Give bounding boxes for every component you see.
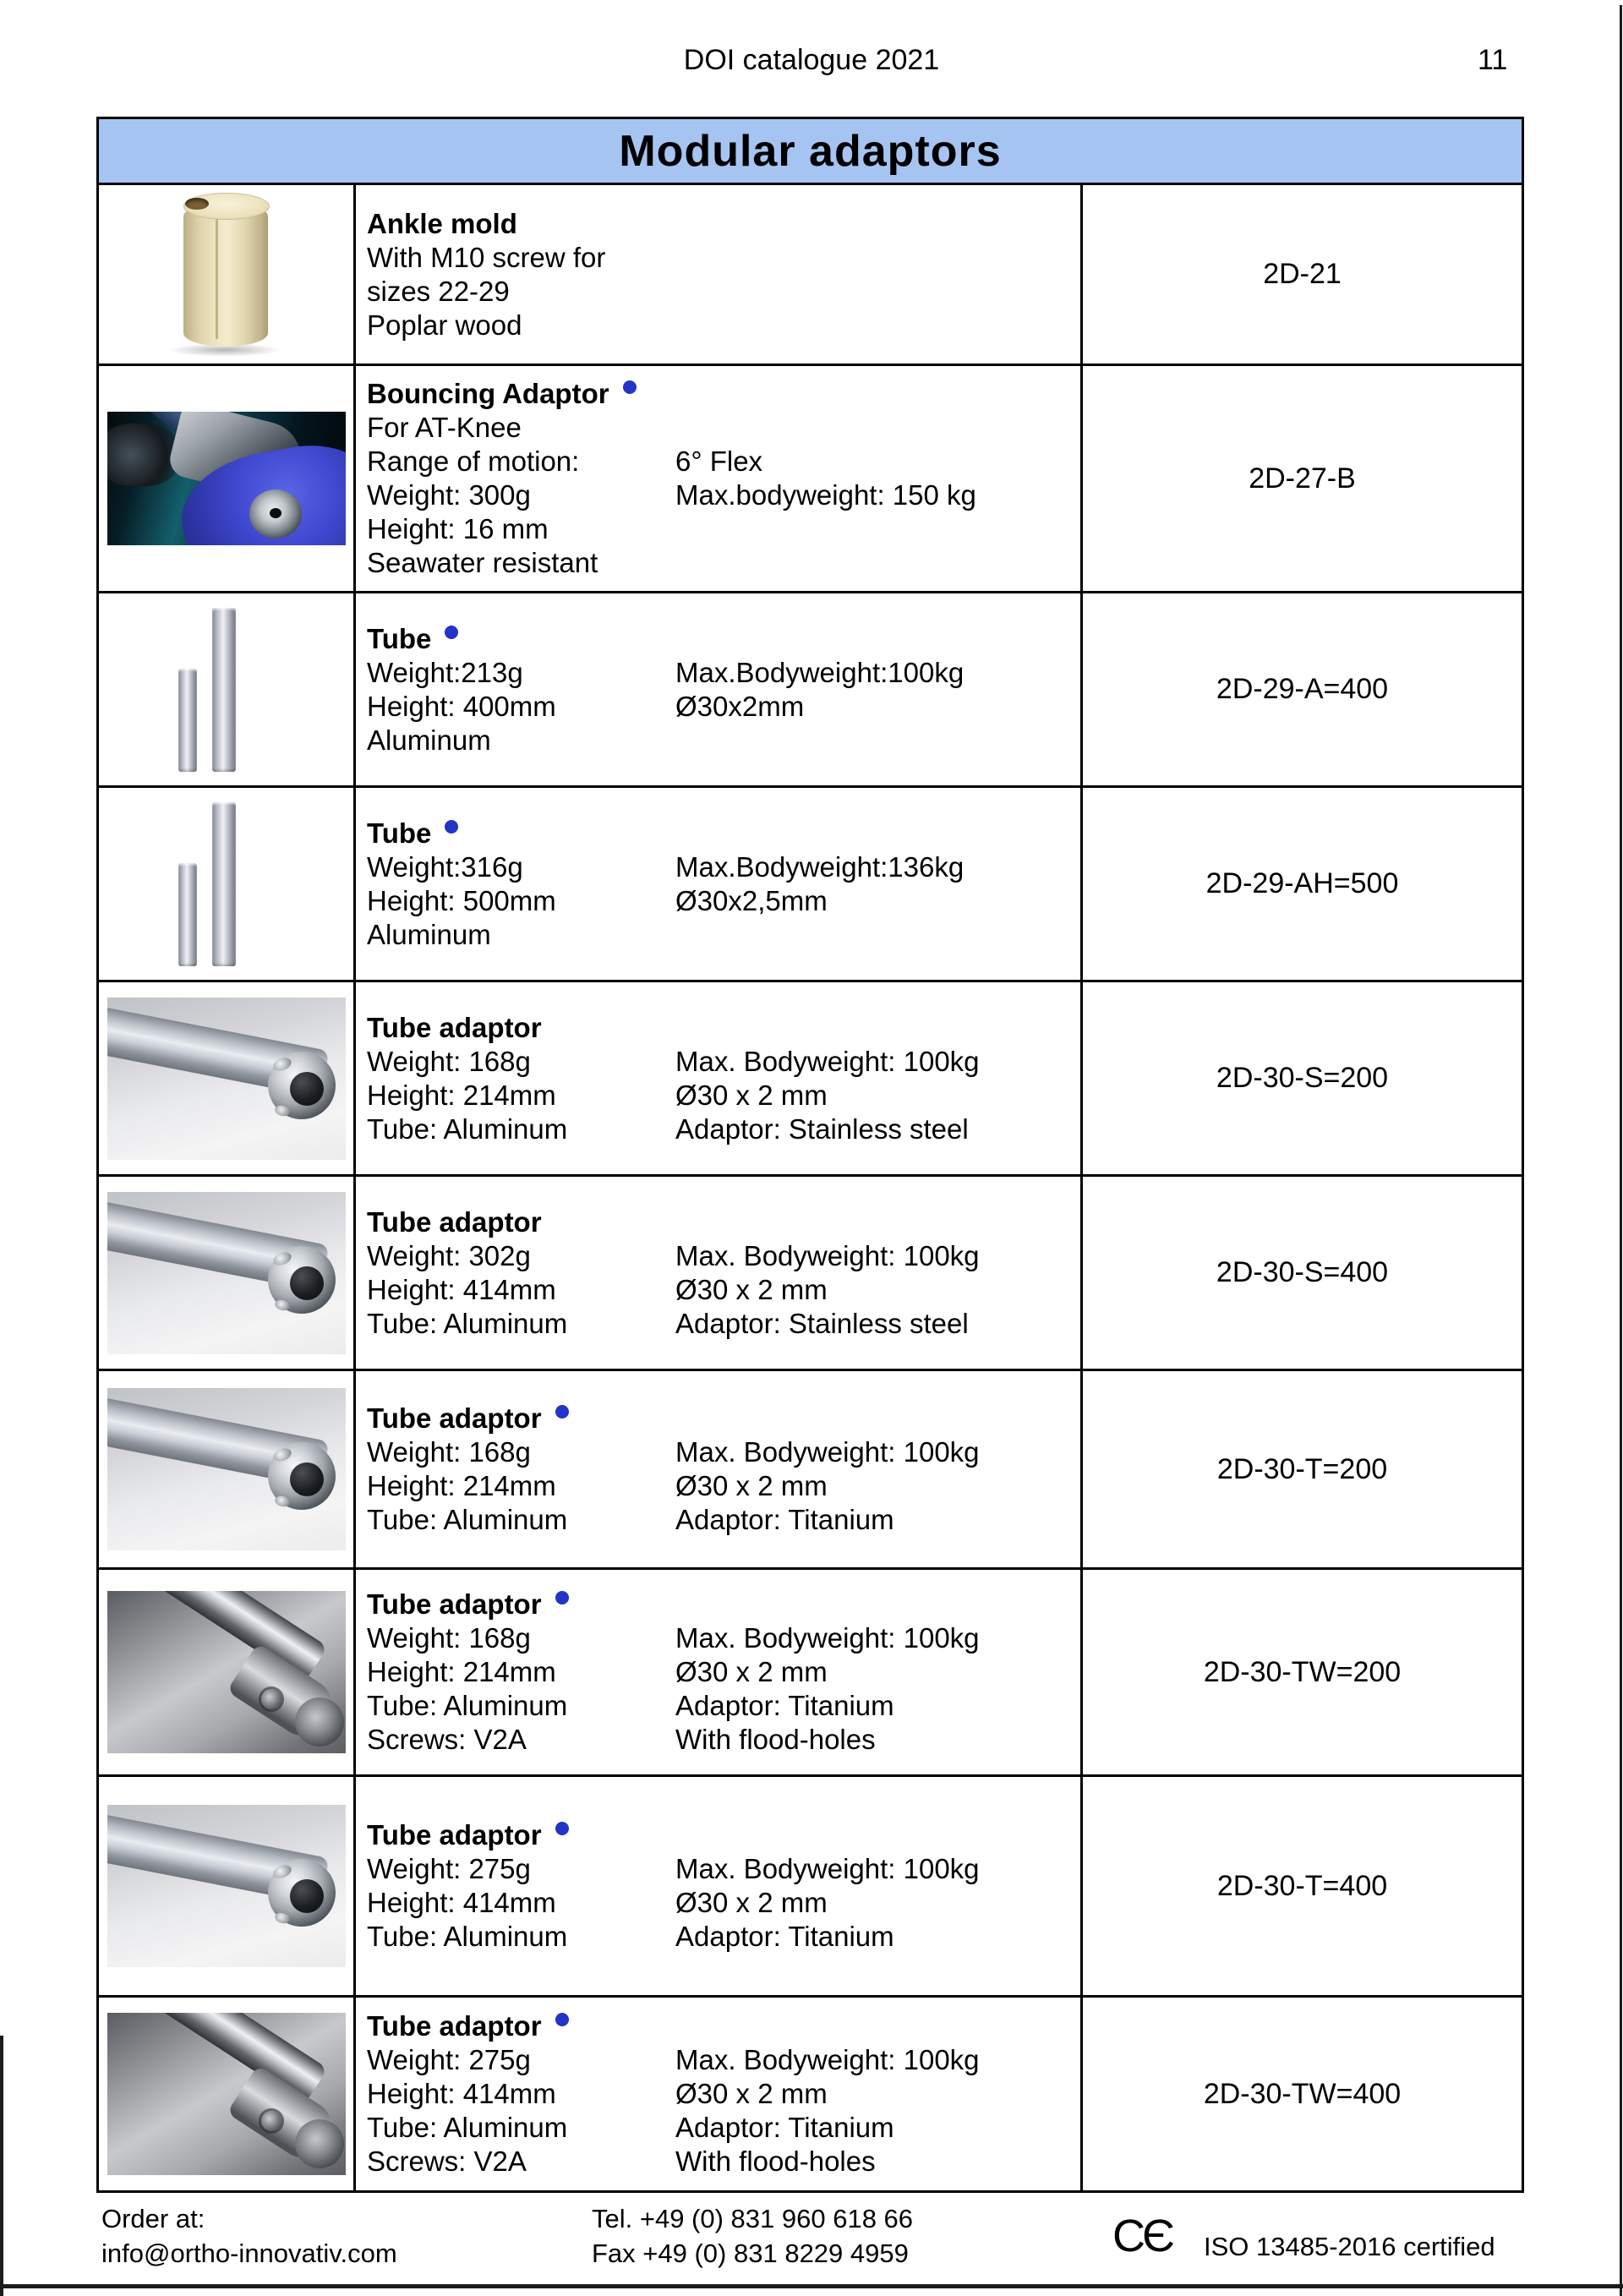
blue-dot-icon	[445, 626, 458, 639]
spec-right: Max. Bodyweight: 100kg	[675, 2044, 980, 2075]
spec-left: Tube: Aluminum	[367, 1921, 568, 1952]
product-photo-tube-adaptor-dark	[107, 1591, 346, 1753]
spec-right: Adaptor: Titanium	[675, 1690, 894, 1721]
order-label: Order at:	[101, 2204, 205, 2233]
spec-left: Tube: Aluminum	[367, 2112, 568, 2143]
fax-number: Fax +49 (0) 831 8229 4959	[592, 2239, 909, 2268]
spec-left: Poplar wood	[367, 309, 522, 341]
table-row	[99, 1570, 1522, 1777]
spec-line	[367, 1886, 1080, 1920]
page-left-border	[0, 2036, 3, 2296]
spec-left: Range of motion:	[367, 446, 580, 477]
product-code: 2D-21	[1263, 258, 1342, 290]
spec-left: Height: 500mm	[367, 884, 556, 916]
spec-right: Ø30 x 2 mm	[675, 1887, 828, 1918]
order-email: info@ortho-innovativ.com	[101, 2239, 397, 2268]
spec-left: Weight: 168g	[367, 1045, 531, 1077]
spec-left: Tube: Aluminum	[367, 1690, 568, 1721]
blue-dot-icon	[555, 2013, 569, 2026]
spec-left: For AT-Knee	[367, 412, 522, 443]
product-code: 2D-30-TW=400	[1203, 2077, 1402, 2110]
product-image-cell	[99, 1998, 356, 2190]
blue-dot-icon	[555, 1591, 569, 1604]
blue-dot-icon	[555, 1405, 569, 1419]
product-description-cell	[356, 1777, 1083, 1995]
spec-left: Weight: 300g	[367, 479, 531, 511]
table-row	[99, 982, 1522, 1177]
product-description-cell	[356, 185, 1083, 364]
product-code-cell	[1083, 366, 1522, 591]
product-code: 2D-30-T=200	[1216, 1452, 1388, 1485]
spec-line	[367, 478, 1080, 512]
spec-left: With M10 screw for sizes 22-29	[367, 241, 606, 307]
spec-line	[367, 1307, 1080, 1341]
spec-line	[367, 1239, 1080, 1273]
spec-line	[367, 1435, 1080, 1469]
product-name: Tube adaptor	[367, 1819, 542, 1850]
spec-right: With flood-holes	[675, 1724, 876, 1755]
product-code: 2D-30-S=400	[1216, 1256, 1389, 1288]
table-body	[99, 185, 1522, 2190]
ce-mark-icon: CЄ	[1112, 2211, 1172, 2261]
spec-right: Adaptor: Titanium	[675, 2112, 894, 2143]
product-image-cell	[99, 788, 356, 980]
spec-line	[367, 1469, 1080, 1503]
spec-line	[367, 1689, 1080, 1723]
product-name: Tube adaptor	[367, 1011, 542, 1043]
footer-order-block	[101, 2201, 397, 2271]
spec-right: Ø30 x 2 mm	[675, 2078, 828, 2109]
spec-line	[367, 690, 1080, 724]
footer-contact-block	[592, 2201, 913, 2271]
spec-right: Max.Bodyweight:136kg	[675, 850, 965, 883]
spec-line	[367, 309, 1080, 342]
spec-right: Adaptor: Stainless steel	[675, 1307, 969, 1339]
spec-right: Ø30 x 2 mm	[675, 1656, 828, 1687]
product-image-cell	[99, 1177, 356, 1369]
product-image-cell	[99, 982, 356, 1174]
product-code: 2D-27-B	[1249, 462, 1356, 495]
product-description-cell	[356, 366, 1083, 591]
spec-left: Weight: 275g	[367, 2044, 531, 2075]
document-header-title: DOI catalogue 2021	[683, 44, 940, 76]
blue-dot-icon	[623, 380, 637, 394]
spec-line	[367, 1852, 1080, 1886]
product-description-cell	[356, 593, 1083, 785]
spec-line	[367, 2145, 1080, 2178]
product-photo-tubes-pair	[129, 603, 324, 777]
spec-left: Weight:213g	[367, 656, 523, 688]
product-photo-tube-adaptor-light	[107, 998, 346, 1160]
spec-right: With flood-holes	[675, 2146, 876, 2177]
spec-line	[367, 884, 1080, 918]
spec-line	[367, 1112, 1080, 1146]
page-bottom-border	[0, 2284, 1623, 2288]
product-name: Ankle mold	[367, 207, 517, 239]
spec-right: Ø30x2,5mm	[675, 884, 828, 916]
spec-left: Seawater resistant	[367, 547, 598, 578]
product-name: Tube adaptor	[367, 1205, 542, 1238]
product-code-cell	[1083, 1998, 1522, 2190]
spec-left: Weight: 168g	[367, 1436, 531, 1468]
spec-line	[367, 1621, 1080, 1655]
spec-left: Aluminum	[367, 918, 491, 950]
product-photo-tubes-pair	[129, 797, 324, 971]
product-code-cell	[1083, 1371, 1522, 1567]
spec-line	[367, 2077, 1080, 2111]
spec-left: Weight:316g	[367, 850, 523, 883]
spec-left: Height: 16 mm	[367, 513, 549, 544]
table-row	[99, 1998, 1522, 2190]
table-title: Modular adaptors	[99, 119, 1522, 185]
spec-line	[367, 445, 1080, 478]
spec-line	[367, 724, 1080, 757]
product-photo-tube-adaptor-light	[107, 1805, 346, 1967]
product-photo-tube-adaptor-dark	[107, 2013, 346, 2175]
spec-left: Screws: V2A	[367, 1724, 527, 1755]
spec-line	[367, 1723, 1080, 1757]
product-name: Tube	[367, 622, 432, 654]
spec-right: Adaptor: Stainless steel	[675, 1112, 969, 1145]
spec-line	[367, 1273, 1080, 1307]
product-image-cell	[99, 1777, 356, 1995]
spec-right: Max. Bodyweight: 100kg	[675, 1045, 980, 1077]
spec-line	[367, 1503, 1080, 1537]
spec-left: Screws: V2A	[367, 2146, 527, 2177]
spec-line	[367, 1079, 1080, 1112]
spec-right: Max. Bodyweight: 100kg	[675, 1436, 980, 1468]
product-name: Tube adaptor	[367, 1588, 542, 1620]
table-row	[99, 1777, 1522, 1998]
spec-right: Max. Bodyweight: 100kg	[675, 1853, 980, 1884]
spec-line	[367, 512, 1080, 546]
iso-certification-text: ISO 13485-2016 certified	[1204, 2232, 1495, 2261]
spec-left: Aluminum	[367, 724, 491, 756]
product-name: Tube adaptor	[367, 2010, 542, 2042]
table-row	[99, 366, 1522, 593]
spec-left: Weight: 275g	[367, 1853, 531, 1884]
product-code-cell	[1083, 593, 1522, 785]
spec-right: Max.bodyweight: 150 kg	[675, 479, 976, 511]
table-row	[99, 1177, 1522, 1371]
spec-left: Height: 414mm	[367, 1273, 556, 1305]
spec-right: Max. Bodyweight: 100kg	[675, 1239, 980, 1271]
product-image-cell	[99, 1570, 356, 1774]
spec-left: Weight: 168g	[367, 1622, 531, 1654]
spec-line	[367, 1655, 1080, 1689]
product-code: 2D-30-S=200	[1216, 1062, 1389, 1094]
product-image-cell	[99, 366, 356, 591]
spec-line	[367, 411, 1080, 445]
product-name: Tube adaptor	[367, 1402, 542, 1434]
blue-dot-icon	[445, 820, 458, 834]
spec-right: Adaptor: Titanium	[675, 1921, 894, 1952]
spec-left: Height: 214mm	[367, 1079, 556, 1111]
product-name: Tube	[367, 817, 432, 849]
spec-right: Adaptor: Titanium	[675, 1504, 894, 1535]
spec-line	[367, 2043, 1080, 2077]
product-photo-ankle-mold	[155, 191, 298, 358]
spec-right: Ø30 x 2 mm	[675, 1470, 828, 1501]
product-image-cell	[99, 593, 356, 785]
spec-line	[367, 918, 1080, 952]
product-description-cell	[356, 1371, 1083, 1567]
product-photo-knee-underwater	[107, 412, 346, 545]
spec-right: Ø30 x 2 mm	[675, 1079, 828, 1111]
spec-right: Ø30 x 2 mm	[675, 1273, 828, 1305]
product-code: 2D-29-AH=500	[1205, 867, 1399, 899]
product-photo-tube-adaptor-light	[107, 1388, 346, 1550]
product-code-cell	[1083, 1177, 1522, 1369]
product-code-cell	[1083, 1570, 1522, 1774]
phone-number: Tel. +49 (0) 831 960 618 66	[592, 2204, 914, 2233]
spec-left: Height: 400mm	[367, 690, 556, 722]
table-row	[99, 788, 1522, 982]
spec-right: Max. Bodyweight: 100kg	[675, 1622, 980, 1654]
product-code-cell	[1083, 185, 1522, 364]
table-row	[99, 593, 1522, 788]
product-name: Bouncing Adaptor	[367, 378, 609, 409]
page-number: 11	[1478, 44, 1508, 76]
spec-right: Max.Bodyweight:100kg	[675, 656, 965, 688]
product-code: 2D-30-TW=200	[1203, 1655, 1402, 1688]
product-description-cell	[356, 982, 1083, 1174]
product-description-cell	[356, 788, 1083, 980]
spec-left: Height: 414mm	[367, 1887, 556, 1918]
product-description-cell	[356, 1570, 1083, 1774]
product-description-cell	[356, 1177, 1083, 1369]
spec-right: Ø30x2mm	[675, 690, 805, 722]
spec-left: Tube: Aluminum	[367, 1504, 568, 1535]
table-row	[99, 185, 1522, 366]
product-code: 2D-30-T=400	[1216, 1869, 1388, 1902]
spec-left: Height: 214mm	[367, 1656, 556, 1687]
product-code-cell	[1083, 982, 1522, 1174]
product-code-cell	[1083, 788, 1522, 980]
page-right-border	[1620, 5, 1622, 2296]
spec-line	[367, 2111, 1080, 2145]
spec-left: Tube: Aluminum	[367, 1307, 568, 1339]
product-code-cell	[1083, 1777, 1522, 1995]
spec-line	[367, 241, 1080, 309]
spec-line	[367, 850, 1080, 884]
spec-line	[367, 1920, 1080, 1954]
spec-line	[367, 656, 1080, 690]
product-photo-tube-adaptor-light	[107, 1192, 346, 1354]
spec-left: Tube: Aluminum	[367, 1112, 568, 1145]
spec-left: Height: 414mm	[367, 2078, 556, 2109]
product-code: 2D-29-A=400	[1216, 673, 1389, 705]
product-description-cell	[356, 1998, 1083, 2190]
spec-line	[367, 1045, 1080, 1079]
spec-left: Height: 214mm	[367, 1470, 556, 1501]
product-table	[96, 117, 1524, 2193]
spec-line	[367, 546, 1080, 580]
spec-left: Weight: 302g	[367, 1239, 531, 1271]
table-row	[99, 1371, 1522, 1570]
spec-right: 6° Flex	[675, 446, 763, 477]
blue-dot-icon	[555, 1822, 569, 1835]
product-image-cell	[99, 1371, 356, 1567]
product-image-cell	[99, 185, 356, 364]
